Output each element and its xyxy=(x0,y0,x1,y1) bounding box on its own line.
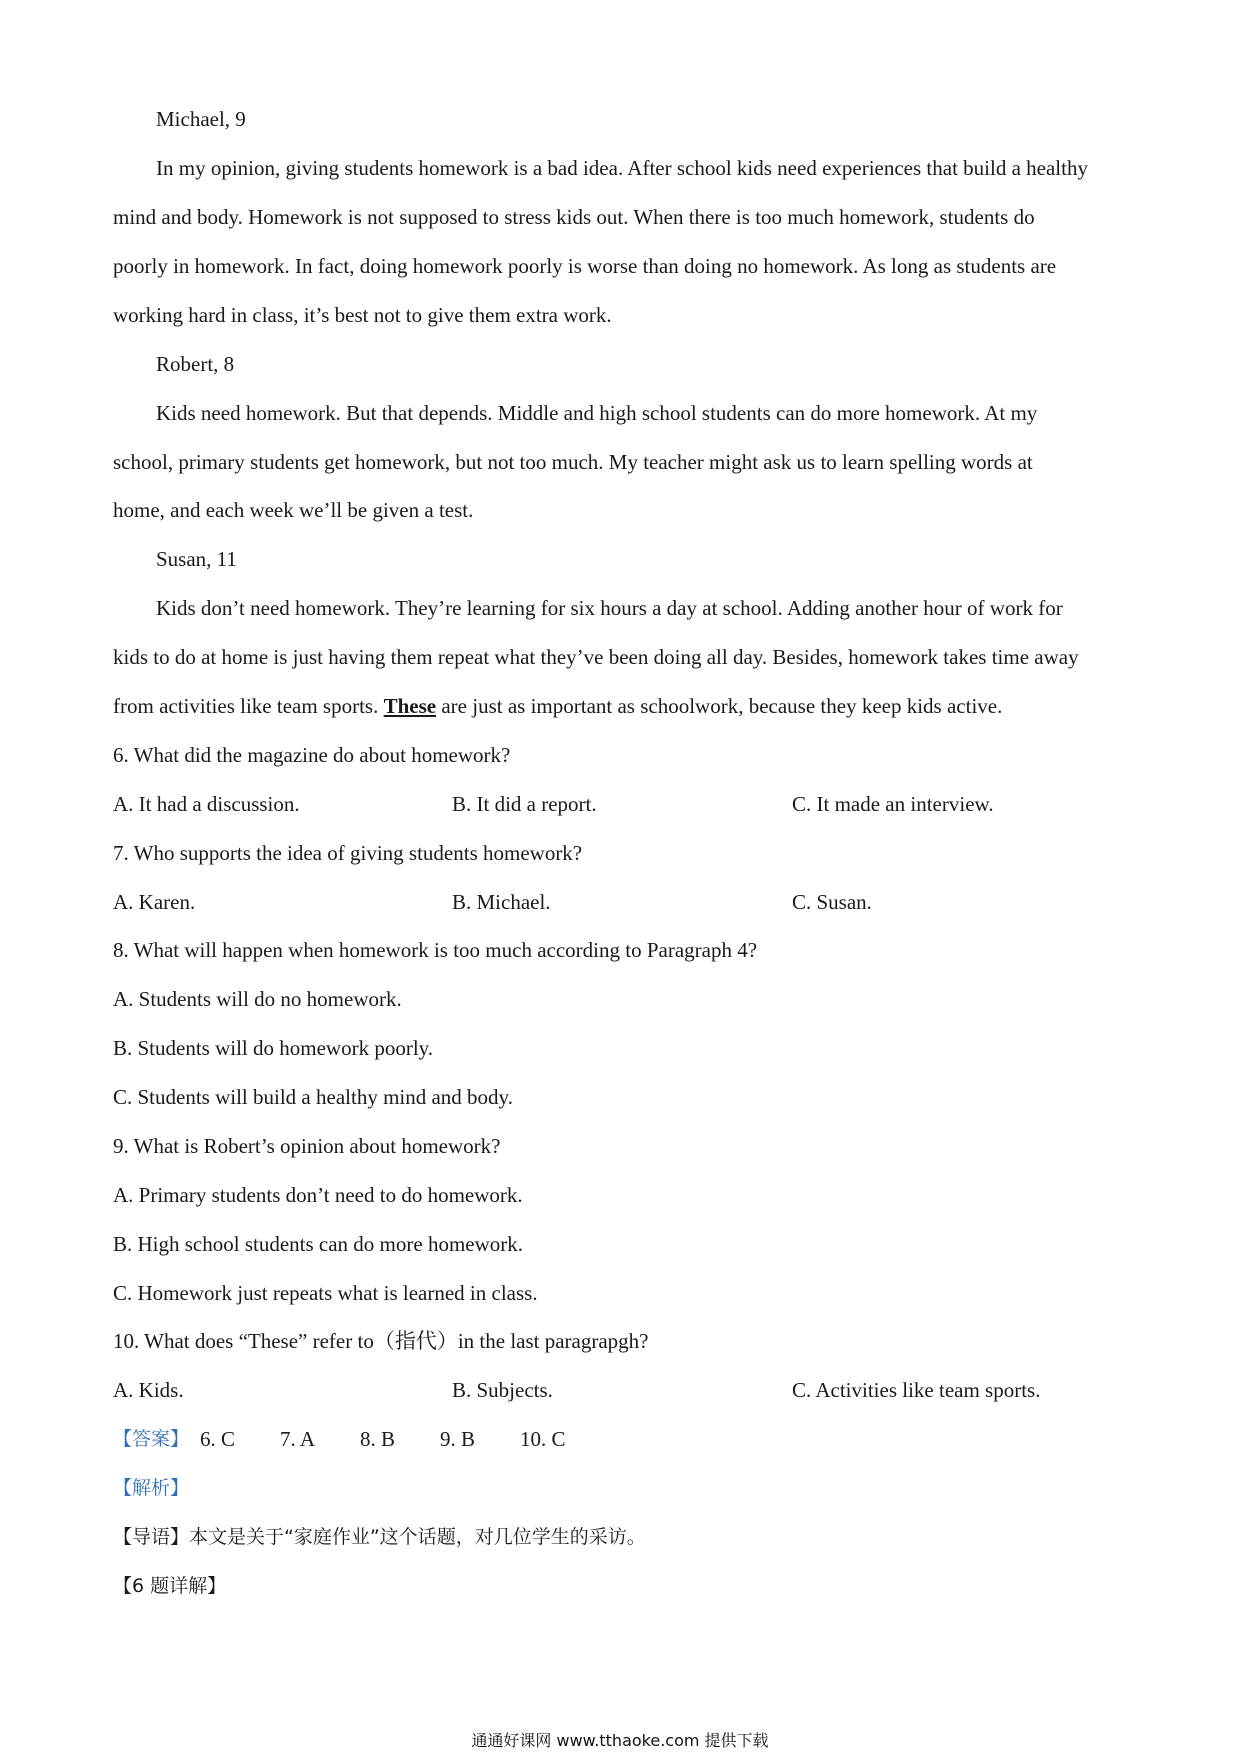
question-10-stem: 10. What does “These” refer to（指代）in the last paragrapgh? xyxy=(113,1329,649,1353)
answer-label: 【答案】 xyxy=(113,1428,190,1450)
susan-line-1: Kids don’t need homework. They’re learning for six hours a day at school. Adding another hour of work for xyxy=(156,596,1063,620)
question-9-option-a: A. Primary students don’t need to do homework. xyxy=(113,1183,523,1207)
speaker-michael: Michael, 9 xyxy=(156,107,246,131)
speaker-robert: Robert, 8 xyxy=(156,352,235,376)
michael-line-3: poorly in homework. In fact, doing homework poorly is worse than doing no homework. As long as students are xyxy=(113,254,1057,278)
question-8-stem: 8. What will happen when homework is too much according to Paragraph 4? xyxy=(113,938,758,962)
question-9-stem: 9. What is Robert’s opinion about homework? xyxy=(113,1134,501,1158)
answer-item-8: 8. B xyxy=(360,1427,396,1451)
answer-item-9: 9. B xyxy=(440,1427,476,1451)
question-9-option-c: C. Homework just repeats what is learned in class. xyxy=(113,1281,538,1305)
question-8-option-a: A. Students will do no homework. xyxy=(113,987,402,1011)
question-10-option-a: A. Kids. xyxy=(113,1378,184,1402)
underlined-word-these: These xyxy=(383,694,437,718)
answer-item-6: 6. C xyxy=(200,1427,236,1451)
robert-line-3: home, and each week we’ll be given a test. xyxy=(113,498,474,522)
susan-line-3-post: are just as important as schoolwork, because they keep kids active. xyxy=(436,694,1003,718)
page-footer: 通通好课网 www.tthaoke.com 提供下载 xyxy=(471,1731,769,1750)
michael-line-1: In my opinion, giving students homework is a bad idea. After school kids need experiences that build a healthy xyxy=(156,156,1088,180)
question-6-option-b: B. It did a report. xyxy=(452,792,597,816)
michael-line-4: working hard in class, it’s best not to give them extra work. xyxy=(113,303,612,327)
analysis-label: 【解析】 xyxy=(113,1477,190,1499)
question-7-stem: 7. Who supports the idea of giving students homework? xyxy=(113,841,583,865)
question-6-option-a: A. It had a discussion. xyxy=(113,792,300,816)
answer-item-7: 7. A xyxy=(280,1427,316,1451)
question-7-option-b: B. Michael. xyxy=(452,890,551,914)
susan-line-2: kids to do at home is just having them repeat what they’ve been doing all day. Besides, homework takes time away xyxy=(113,645,1079,669)
detail-6-heading: 【6 题详解】 xyxy=(113,1575,227,1597)
robert-line-1: Kids need homework. But that depends. Middle and high school students can do more homework. At my xyxy=(156,401,1038,425)
question-6-option-c: C. It made an interview. xyxy=(792,792,994,816)
answer-item-10: 10. C xyxy=(520,1427,566,1451)
question-7-option-a: A. Karen. xyxy=(113,890,196,914)
question-10-option-b: B. Subjects. xyxy=(452,1378,553,1402)
question-8-option-c: C. Students will build a healthy mind and body. xyxy=(113,1085,513,1109)
susan-line-3 xyxy=(113,693,1002,719)
question-9-option-b: B. High school students can do more homework. xyxy=(113,1232,524,1256)
robert-line-2: school, primary students get homework, but not too much. My teacher might ask us to learn spelling words at xyxy=(113,450,1033,474)
question-8-option-b: B. Students will do homework poorly. xyxy=(113,1036,434,1060)
speaker-susan: Susan, 11 xyxy=(156,547,237,571)
question-6-stem: 6. What did the magazine do about homework? xyxy=(113,743,511,767)
michael-line-2: mind and body. Homework is not supposed to stress kids out. When there is too much homework, students do xyxy=(113,205,1035,229)
susan-line-3-pre: from activities like team sports. xyxy=(113,694,384,718)
question-10-option-c: C. Activities like team sports. xyxy=(792,1378,1041,1402)
question-7-option-c: C. Susan. xyxy=(792,890,872,914)
guide-text: 【导语】本文是关于“家庭作业”这个话题，对几位学生的采访。 xyxy=(113,1526,646,1548)
